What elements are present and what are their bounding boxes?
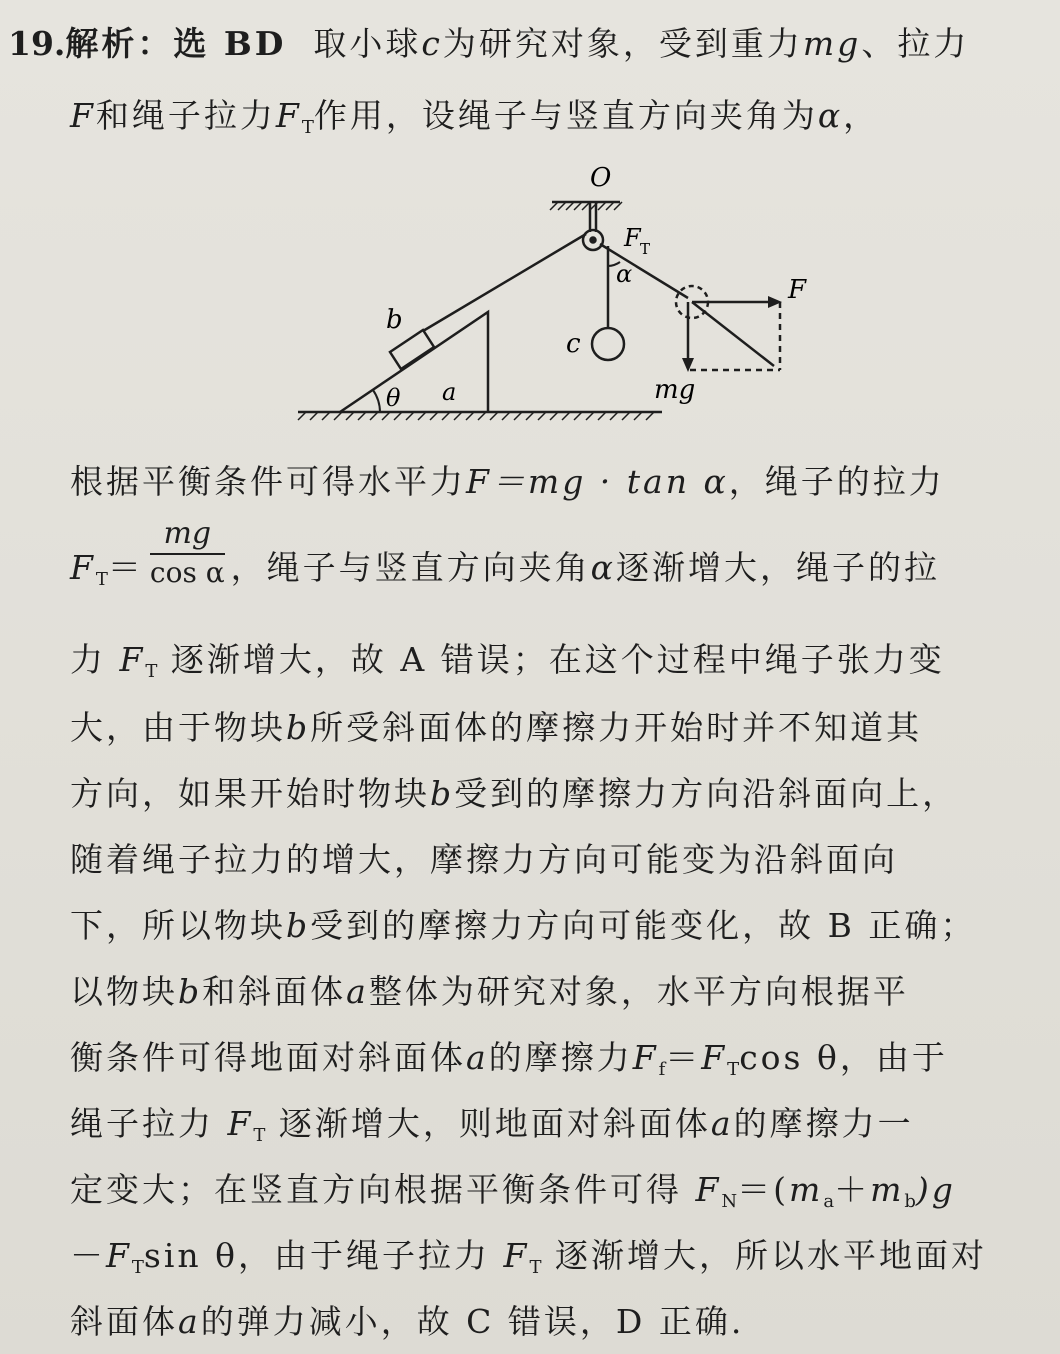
subscript: N <box>721 1191 738 1212</box>
var-m: m <box>789 1170 824 1209</box>
text: 、拉力 <box>861 24 970 63</box>
text: ， <box>843 96 880 135</box>
var-a: a <box>710 1104 734 1143</box>
body-line-6 <box>70 840 898 880</box>
text: 大，由于物块 <box>70 708 286 747</box>
text: 逐渐增大，绳子的拉 <box>615 548 940 587</box>
subscript: T <box>95 569 108 590</box>
body-line-8 <box>70 972 909 1012</box>
text: 逐渐增大，所以水平地面对 <box>554 1236 987 1275</box>
var-Ff: F <box>632 1038 659 1077</box>
var-b: b <box>286 906 311 945</box>
var-b: b <box>178 972 203 1011</box>
question-number: 19. <box>8 24 66 63</box>
text: ，绳子与竖直方向夹角 <box>230 548 591 587</box>
var-a: a <box>178 1302 201 1341</box>
text: 取小球 <box>313 24 422 63</box>
label-FT-sub: T <box>640 240 651 258</box>
var-a: a <box>466 1038 489 1077</box>
text: 随着绳子拉力的增大，摩擦力方向可能变为沿斜面向 <box>70 840 898 879</box>
var-alpha: α <box>590 548 616 587</box>
sin-theta: sin θ <box>143 1236 239 1275</box>
text: ，由于 <box>839 1038 948 1077</box>
text: 斜面体 <box>70 1302 178 1341</box>
resultant-line <box>692 302 774 366</box>
label-c: c <box>566 329 581 359</box>
equals: ＝ <box>107 548 144 587</box>
subscript: f <box>658 1059 666 1080</box>
analysis-label: 解析： <box>65 24 174 63</box>
text: 的弹力减小，故 C 错误，D 正确. <box>200 1302 745 1341</box>
fraction-numerator: mg <box>150 519 225 555</box>
var-b: b <box>286 708 311 747</box>
text: 绳子拉力 <box>70 1104 214 1143</box>
text: 为研究对象，受到重力 <box>442 24 803 63</box>
text: 所受斜面体的摩擦力开始时并不知道其 <box>310 708 923 747</box>
body-line-10 <box>70 1104 914 1156</box>
body-line-7 <box>70 906 976 946</box>
intro-line-2 <box>70 96 879 148</box>
var-mg: mg <box>802 24 862 63</box>
label-FT: F <box>624 224 641 252</box>
var-g: )g <box>915 1170 956 1209</box>
var-FN: F <box>695 1170 722 1209</box>
subscript: a <box>823 1191 835 1212</box>
text: 受到的摩擦力方向可能变化，故 B 正确； <box>310 906 977 945</box>
minus: － <box>70 1236 106 1275</box>
var-b: b <box>430 774 455 813</box>
rope-to-block <box>423 234 586 331</box>
force-diagram <box>290 160 810 435</box>
label-b: b <box>386 305 403 335</box>
label-mg: mg <box>654 375 696 405</box>
body-line-4 <box>70 708 922 748</box>
var-FT: F <box>70 548 96 587</box>
text: 以物块 <box>70 972 178 1011</box>
subscript: T <box>727 1059 740 1080</box>
var-F: F <box>70 96 96 135</box>
subscript: T <box>301 117 314 138</box>
text: 衡条件可得地面对斜面体 <box>70 1038 466 1077</box>
text: 作用，设绳子与竖直方向夹角为 <box>313 96 818 135</box>
formula-F: F＝mg · tan α <box>466 462 729 501</box>
answer-heading-line <box>8 24 969 64</box>
var-a: a <box>346 972 369 1011</box>
text: 根据平衡条件可得水平力 <box>70 462 466 501</box>
var-FT: F <box>275 96 302 135</box>
text: 逐渐增大，则地面对斜面体 <box>278 1104 711 1143</box>
ball-c <box>592 328 624 360</box>
var-m: m <box>870 1170 905 1209</box>
text: 力 <box>70 640 106 679</box>
pulley-axle <box>591 238 596 243</box>
var-FT: F <box>227 1104 254 1143</box>
text: 逐渐增大，故 A 错误；在这个过程中绳子张力变 <box>170 640 945 679</box>
theta-arc <box>373 390 380 412</box>
subscript: T <box>145 661 158 682</box>
var-c: c <box>421 24 443 63</box>
text: 整体为研究对象，水平方向根据平 <box>368 972 909 1011</box>
subscript: T <box>253 1125 266 1146</box>
wedge-a <box>340 312 488 412</box>
label-theta: θ <box>386 384 401 412</box>
fraction-denominator: cos α <box>149 556 225 589</box>
subscript: T <box>529 1257 542 1278</box>
body-line-2 <box>70 516 940 600</box>
body-line-9 <box>70 1038 948 1090</box>
body-line-13 <box>70 1302 744 1342</box>
label-O: O <box>590 163 612 193</box>
fraction <box>149 516 225 589</box>
text: 和绳子拉力 <box>95 96 276 135</box>
body-line-12 <box>70 1236 987 1288</box>
text: 的摩擦力 <box>488 1038 633 1077</box>
plus: ＋ <box>834 1170 871 1209</box>
label-a: a <box>442 378 457 406</box>
equals: ＝ <box>665 1038 702 1077</box>
var-FT: F <box>106 1236 132 1275</box>
var-FT: F <box>701 1038 728 1077</box>
var-FT: F <box>503 1236 530 1275</box>
text: 的摩擦力一 <box>733 1104 914 1143</box>
cos-theta: cos θ <box>739 1038 840 1077</box>
text: 方向，如果开始时物块 <box>70 774 430 813</box>
text: ，绳子的拉力 <box>728 462 945 501</box>
answer-choice: 选 BD <box>173 24 287 63</box>
equals: ＝( <box>737 1170 790 1209</box>
subscript: T <box>131 1257 144 1278</box>
text: 下，所以物块 <box>70 906 286 945</box>
label-alpha: α <box>616 260 633 288</box>
label-F: F <box>788 275 807 305</box>
body-line-5 <box>70 774 958 814</box>
body-line-3 <box>70 640 945 692</box>
block-b <box>390 330 434 369</box>
subscript: b <box>904 1191 916 1212</box>
text: 和斜面体 <box>202 972 347 1011</box>
var-FT: F <box>119 640 146 679</box>
var-alpha: α <box>817 96 844 135</box>
text: 定变大；在竖直方向根据平衡条件可得 <box>70 1170 682 1209</box>
body-line-11 <box>70 1170 956 1222</box>
body-line-1 <box>70 462 945 502</box>
text: ，由于绳子拉力 <box>238 1236 491 1275</box>
text: 受到的摩擦力方向沿斜面向上， <box>454 774 959 813</box>
